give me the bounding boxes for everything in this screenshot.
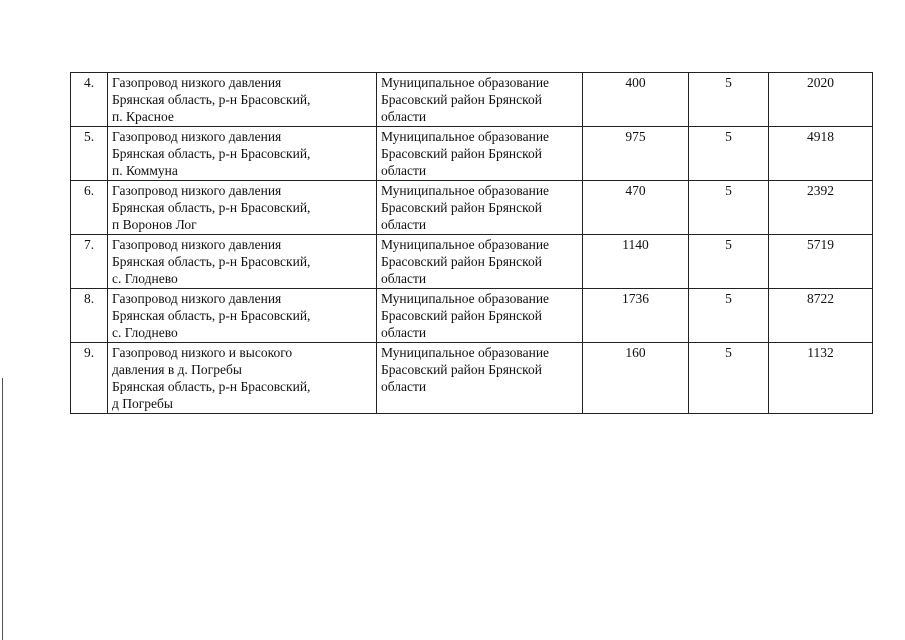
cost-value: 2020 bbox=[769, 73, 873, 127]
table-row bbox=[71, 127, 873, 181]
length-value: 1140 bbox=[583, 235, 689, 289]
row-number: 5. bbox=[71, 127, 108, 181]
length-value: 975 bbox=[583, 127, 689, 181]
row-number: 4. bbox=[71, 73, 108, 127]
row-number: 8. bbox=[71, 289, 108, 343]
length-value: 160 bbox=[583, 343, 689, 414]
row-number: 9. bbox=[71, 343, 108, 414]
length-value: 1736 bbox=[583, 289, 689, 343]
cost-value: 2392 bbox=[769, 181, 873, 235]
row-number: 6. bbox=[71, 181, 108, 235]
term-value: 5 bbox=[689, 289, 769, 343]
table-row bbox=[71, 181, 873, 235]
table-row bbox=[71, 235, 873, 289]
object-name: Газопровод низкого давления Брянская область, р-н Брасовский, с. Глоднево bbox=[108, 235, 377, 289]
cost-value: 1132 bbox=[769, 343, 873, 414]
cost-value: 4918 bbox=[769, 127, 873, 181]
term-value: 5 bbox=[689, 235, 769, 289]
term-value: 5 bbox=[689, 127, 769, 181]
object-name: Газопровод низкого давления Брянская область, р-н Брасовский, с. Глоднево bbox=[108, 289, 377, 343]
object-name: Газопровод низкого и высокого давления в д. Погребы Брянская область, р-н Брасовский, д Погребы bbox=[108, 343, 377, 414]
length-value: 400 bbox=[583, 73, 689, 127]
owner-name: Муниципальное образование Брасовский район Брянской области bbox=[377, 343, 583, 414]
object-name: Газопровод низкого давления Брянская область, р-н Брасовский, п Воронов Лог bbox=[108, 181, 377, 235]
owner-name: Муниципальное образование Брасовский район Брянской области bbox=[377, 73, 583, 127]
cost-value: 8722 bbox=[769, 289, 873, 343]
pipeline-table bbox=[70, 72, 873, 414]
term-value: 5 bbox=[689, 343, 769, 414]
term-value: 5 bbox=[689, 73, 769, 127]
table-body bbox=[71, 73, 873, 414]
object-name: Газопровод низкого давления Брянская область, р-н Брасовский, п. Красное bbox=[108, 73, 377, 127]
object-name: Газопровод низкого давления Брянская область, р-н Брасовский, п. Коммуна bbox=[108, 127, 377, 181]
owner-name: Муниципальное образование Брасовский район Брянской области bbox=[377, 235, 583, 289]
table-row bbox=[71, 73, 873, 127]
owner-name: Муниципальное образование Брасовский район Брянской области bbox=[377, 127, 583, 181]
length-value: 470 bbox=[583, 181, 689, 235]
table-row bbox=[71, 289, 873, 343]
row-number: 7. bbox=[71, 235, 108, 289]
owner-name: Муниципальное образование Брасовский район Брянской области bbox=[377, 181, 583, 235]
cost-value: 5719 bbox=[769, 235, 873, 289]
term-value: 5 bbox=[689, 181, 769, 235]
scan-edge-line bbox=[2, 378, 3, 640]
owner-name: Муниципальное образование Брасовский район Брянской области bbox=[377, 289, 583, 343]
table-row bbox=[71, 343, 873, 414]
